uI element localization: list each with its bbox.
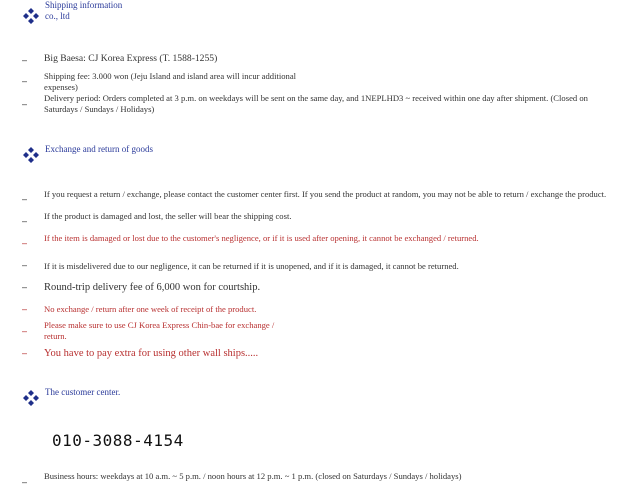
shipping-item-carrier: Big Baesa: CJ Korea Express (T. 1588-1255) — [44, 53, 218, 64]
exchange-item-contact-first: If you request a return / exchange, please contact the customer center first. If you send the product at random, you may not be able to return / exchange the product. — [44, 189, 607, 199]
exchange-item-roundtrip-fee: Round-trip delivery fee of 6,000 won for courtship. — [44, 282, 261, 293]
shipping-section-title: Shipping information co., ltd — [45, 0, 123, 21]
four-diamond-icon — [22, 146, 40, 164]
exchange-section-title: Exchange and return of goods — [45, 144, 153, 154]
exchange-item-customer-negligence: If the item is damaged or lost due to the customer's negligence, or if it is used after opening, it cannot be exchanged / returned. — [44, 233, 479, 243]
bullet-dash: – — [22, 216, 28, 226]
bullet-dash: – — [22, 55, 28, 65]
shipping-item-fee: Shipping fee: 3.000 won (Jeju Island and island area will incur additional expenses) — [44, 71, 297, 92]
customer-phone-number: 010-3088-4154 — [52, 431, 184, 450]
exchange-item-seller-cost: If the product is damaged and lost, the seller will bear the shipping cost. — [44, 211, 292, 221]
customer-section-title: The customer center. — [45, 387, 121, 397]
customer-business-hours: Business hours: weekdays at 10 a.m. ~ 5 p.m. / noon hours at 12 p.m. ~ 1 p.m. (closed on Saturdays / Sundays / holidays) — [44, 471, 462, 481]
exchange-item-one-week: No exchange / return after one week of receipt of the product. — [44, 304, 257, 314]
exchange-item-extra-fee: You have to pay extra for using other wall ships..... — [44, 348, 259, 359]
bullet-dash: – — [22, 326, 28, 336]
bullet-dash: – — [22, 282, 28, 292]
bullet-dash: – — [22, 76, 28, 86]
bullet-dash: – — [22, 260, 28, 270]
four-diamond-icon — [22, 7, 40, 25]
bullet-dash: – — [22, 304, 28, 314]
exchange-item-misdelivered: If it is misdelivered due to our negligence, it can be returned if it is unopened, and if it is damaged, it cannot be returned. — [44, 261, 459, 271]
bullet-dash: – — [22, 99, 28, 109]
bullet-dash: – — [22, 348, 28, 358]
bullet-dash: – — [22, 477, 28, 487]
bullet-dash: – — [22, 238, 28, 248]
bullet-dash: – — [22, 194, 28, 204]
exchange-item-use-cj: Please make sure to use CJ Korea Express Chin-bae for exchange / return. — [44, 320, 275, 341]
shipping-item-period: Delivery period: Orders completed at 3 p.m. on weekdays will be sent on the same day, and 1NEPLHD3 ~ received within one day after shipment. (Closed on Saturdays / Sundays / Holidays) — [44, 93, 588, 114]
four-diamond-icon — [22, 389, 40, 407]
